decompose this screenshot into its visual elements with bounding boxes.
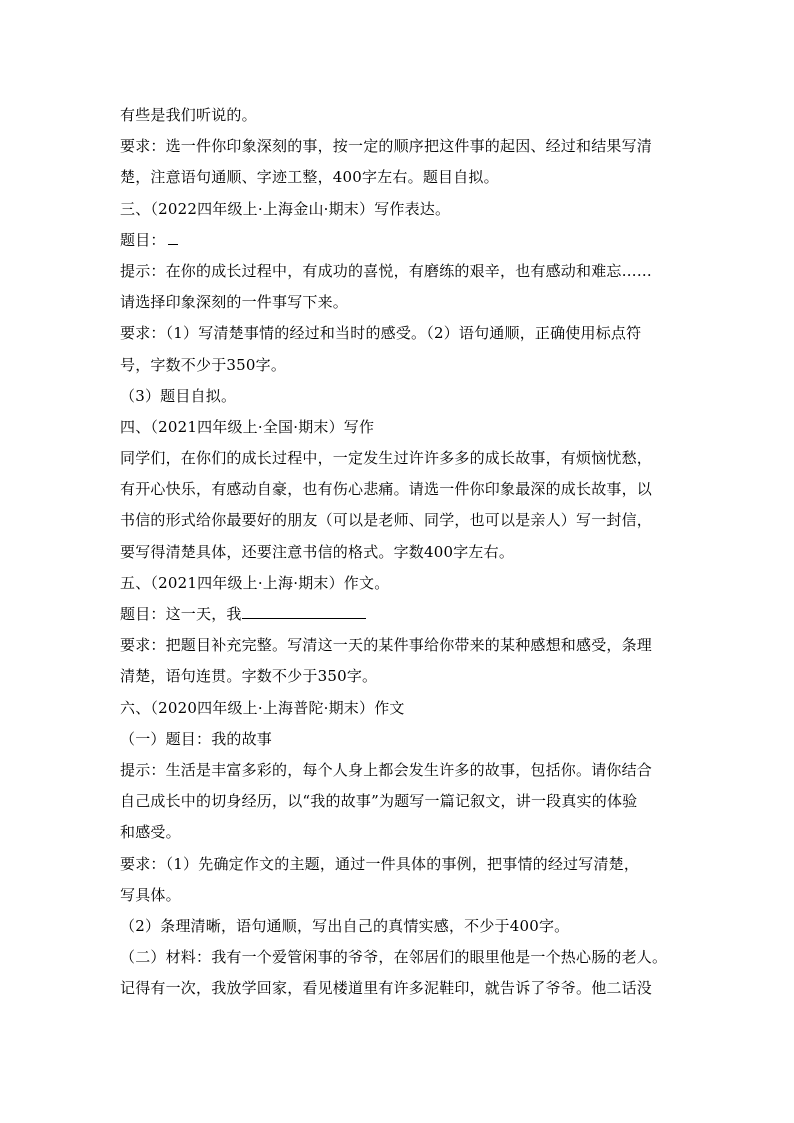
document-body [120,100,680,1004]
text-line: 要求：把题目补充完整。写清这一天的某件事给你带来的某种感想和感受，条理 [120,636,653,655]
section-heading-4: 四、（2021四年级上·全国·期末）写作 [120,417,375,436]
text-line: 要写得清楚具体，还要注意书信的格式。字数400字左右。 [120,542,515,561]
text-line: 要求：（1）写清楚事情的经过和当时的感受。（2）语句通顺，正确使用标点符 [120,324,642,343]
section-heading-6: 六、（2020四年级上·上海普陀·期末）作文 [120,698,405,717]
title-label: 题目： [120,230,166,249]
text-line: 同学们，在你们的成长过程中，一定发生过许许多多的成长故事，有烦恼忧愁， [120,449,653,468]
text-line: （2）条理清晰，语句通顺，写出自己的真情实感，不少于400字。 [120,916,570,935]
text-line: 书信的形式给你最要好的朋友（可以是老师、同学，也可以是亲人）写一封信， [120,511,653,530]
title-blank [242,604,366,619]
title-line-with-blank [120,599,680,630]
text-line: （3）题目自拟。 [120,386,237,405]
text-line: 要求：选一件你印象深刻的事，按一定的顺序把这件事的起因、经过和结果写清 [120,137,653,156]
title-line-with-blank [120,225,680,256]
text-line: 楚，注意语句通顺、字迹工整，400字左右。题目自拟。 [120,168,499,187]
text-line: 记得有一次，我放学回家，看见楼道里有许多泥鞋印，就告诉了爷爷。他二话没 [120,979,653,998]
text-line: 写具体。 [120,885,181,904]
text-line: （二）材料：我有一个爱管闲事的爷爷，在邻居们的眼里他是一个热心肠的老人。 [120,948,668,967]
text-line: 有开心快乐，有感动自豪，也有伤心悲痛。请选一件你印象最深的成长故事，以 [120,480,653,499]
text-line: 提示：生活是丰富多彩的，每个人身上都会发生许多的故事，包括你。请你结合 [120,760,653,779]
text-line: 要求：（1）先确定作文的主题，通过一件具体的事例，把事情的经过写清楚， [120,854,640,873]
text-line: 请选择印象深刻的一件事写下来。 [120,293,349,312]
text-line: 有些是我们听说的。 [120,106,257,124]
text-line: 号，字数不少于350字。 [120,355,287,374]
text-line: （一）题目：我的故事 [120,729,273,748]
title-label: 题目：这一天，我 [120,605,242,623]
text-line: 和感受。 [120,823,181,842]
text-line: 提示：在你的成长过程中，有成功的喜悦，有磨练的艰辛，也有感动和难忘…… [120,261,653,280]
section-heading-5: 五、（2021四年级上·上海·期末）作文。 [120,573,390,592]
text-line: 清楚，语句连贯。字数不少于350字。 [120,667,378,686]
title-blank [168,230,178,245]
section-heading-3: 三、（2022四年级上·上海金山·期末）写作表达。 [120,199,451,218]
text-line: 自己成长中的切身经历，以“我的故事”为题写一篇记叙文，讲一段真实的体验 [120,792,638,811]
